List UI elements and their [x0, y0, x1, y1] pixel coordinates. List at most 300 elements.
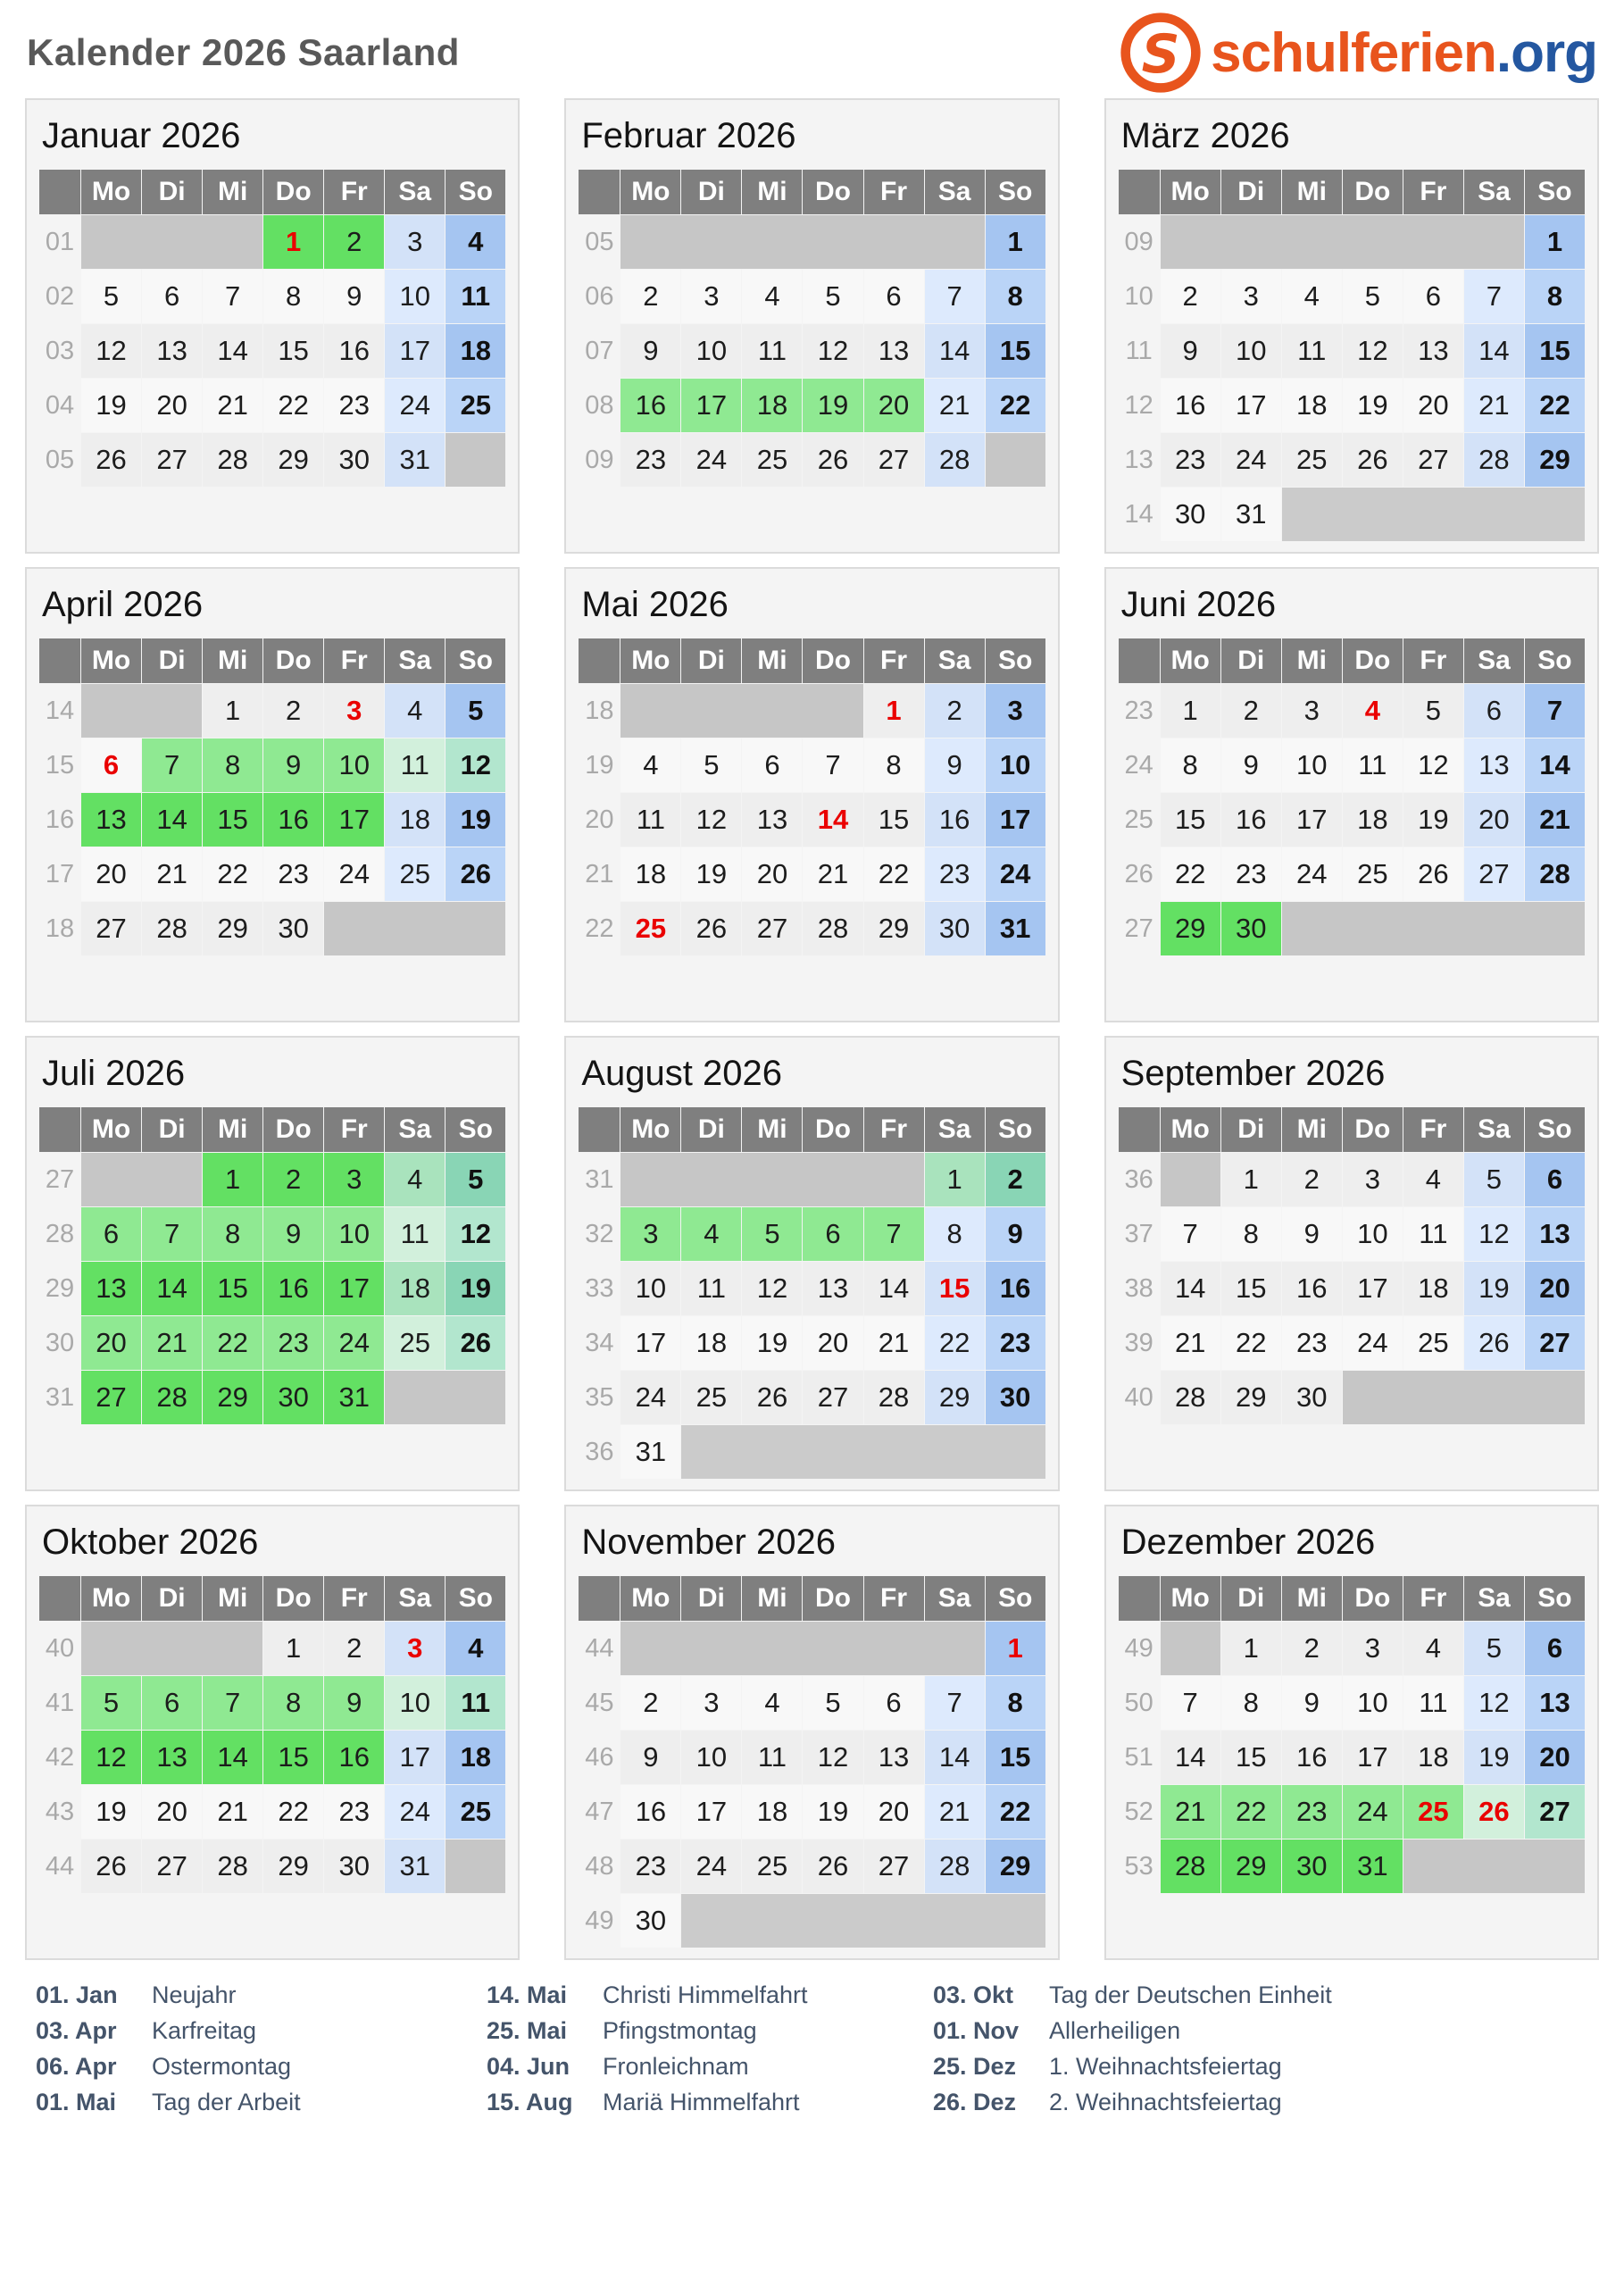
- day-cell: 7: [203, 270, 262, 323]
- day-cell: 29: [925, 1371, 985, 1424]
- day-cell: 29: [263, 433, 323, 487]
- day-cell: 3: [986, 684, 1045, 738]
- day-cell: 12: [1464, 1676, 1524, 1730]
- legend-date: 01. Jan: [36, 1981, 118, 2008]
- day-cell: 2: [1161, 270, 1220, 323]
- day-cell: 15: [986, 1731, 1045, 1784]
- legend-date: 25. Dez: [933, 2053, 1017, 2080]
- month-title: Dezember 2026: [1120, 1523, 1376, 1562]
- day-cell: 11: [385, 1207, 445, 1261]
- day-cell: 27: [864, 433, 924, 487]
- day-cell: 10: [385, 1676, 445, 1730]
- day-cell: 9: [620, 1731, 680, 1784]
- legend-date: 01. Nov: [933, 2017, 1020, 2044]
- day-cell: 18: [1343, 793, 1403, 847]
- day-cell: 30: [620, 1894, 680, 1948]
- day-cell: 12: [1464, 1207, 1524, 1261]
- day-cell: 29: [1525, 433, 1585, 487]
- empty-cell: [81, 1153, 202, 1206]
- week-number: 47: [585, 1797, 614, 1826]
- day-cell: 21: [1525, 793, 1585, 847]
- day-cell: 9: [1282, 1676, 1342, 1730]
- day-cell: 6: [742, 738, 802, 792]
- week-number: 41: [45, 1688, 75, 1717]
- day-cell: 17: [324, 793, 384, 847]
- day-cell: 25: [1403, 1785, 1463, 1839]
- day-cell: 4: [385, 684, 445, 738]
- day-cell: 1: [1161, 684, 1220, 738]
- empty-cell: [620, 215, 984, 269]
- weekday-header: Mi: [1282, 170, 1342, 214]
- empty-cell: [81, 1622, 262, 1675]
- legend-label: Fronleichnam: [603, 2053, 749, 2080]
- week-number: 39: [1124, 1328, 1153, 1357]
- day-cell: 14: [203, 324, 262, 378]
- day-cell: 7: [203, 1676, 262, 1730]
- legend-column: [933, 1980, 1597, 2123]
- weekday-header: So: [1525, 170, 1585, 214]
- day-cell: 24: [324, 847, 384, 901]
- month-title: Juli 2026: [42, 1054, 186, 1093]
- day-cell: 20: [142, 379, 202, 432]
- day-cell: 25: [681, 1371, 741, 1424]
- day-cell: 16: [263, 793, 323, 847]
- week-number: 44: [45, 1851, 75, 1881]
- weekday-header: Do: [1343, 1576, 1403, 1621]
- day-cell: 12: [803, 324, 862, 378]
- day-cell: 25: [1403, 1316, 1463, 1370]
- legend-label: Tag der Arbeit: [152, 2089, 301, 2115]
- legend-label: Allerheiligen: [1049, 2017, 1181, 2044]
- week-number: 49: [1124, 1633, 1153, 1663]
- week-number: 01: [45, 227, 75, 256]
- day-cell: 5: [446, 684, 505, 738]
- month-panel: [564, 1505, 1059, 1960]
- day-cell: 1: [986, 215, 1045, 269]
- month-panel: [25, 567, 520, 1022]
- day-cell: 11: [620, 793, 680, 847]
- day-cell: 8: [1221, 1676, 1281, 1730]
- day-cell: 1: [203, 684, 262, 738]
- week-column-header: [579, 170, 620, 214]
- day-cell: 31: [324, 1371, 384, 1424]
- week-number: 18: [45, 914, 75, 943]
- legend-item: [487, 2015, 933, 2046]
- empty-cell: [620, 684, 862, 738]
- day-cell: 30: [986, 1371, 1045, 1424]
- day-cell: 24: [681, 1840, 741, 1893]
- schulferien-logo-icon: [1118, 10, 1203, 96]
- weekday-header: Do: [803, 638, 862, 683]
- day-cell: 10: [986, 738, 1045, 792]
- weekday-header: Di: [681, 638, 741, 683]
- day-cell: 6: [142, 1676, 202, 1730]
- day-cell: 8: [925, 1207, 985, 1261]
- legend-item: [487, 2051, 933, 2082]
- day-cell: 22: [1525, 379, 1585, 432]
- empty-cell: [324, 902, 505, 955]
- day-cell: 24: [681, 433, 741, 487]
- day-cell: 14: [1161, 1262, 1220, 1315]
- empty-cell: [81, 684, 202, 738]
- day-cell: 27: [742, 902, 802, 955]
- day-cell: 18: [446, 1731, 505, 1784]
- empty-cell: [1403, 1840, 1585, 1893]
- weekday-header: Di: [142, 638, 202, 683]
- weekday-header: Mi: [203, 1107, 262, 1152]
- month-title: Juni 2026: [1120, 585, 1277, 624]
- day-cell: 14: [203, 1731, 262, 1784]
- day-cell: 3: [385, 215, 445, 269]
- day-cell: 21: [142, 847, 202, 901]
- day-cell: 18: [620, 847, 680, 901]
- day-cell: 4: [1403, 1153, 1463, 1206]
- week-column-header: [1119, 1576, 1160, 1621]
- day-cell: 20: [803, 1316, 862, 1370]
- day-cell: 29: [1161, 902, 1220, 955]
- empty-cell: [446, 433, 505, 487]
- day-cell: 5: [1464, 1622, 1524, 1675]
- day-cell: 14: [925, 1731, 985, 1784]
- empty-cell: [1282, 488, 1585, 541]
- week-number: 05: [45, 445, 75, 474]
- weekday-header: Mi: [742, 170, 802, 214]
- legend-date: 03. Apr: [36, 2017, 117, 2044]
- day-cell: 25: [1343, 847, 1403, 901]
- day-cell: 7: [142, 1207, 202, 1261]
- day-cell: 19: [681, 847, 741, 901]
- day-cell: 12: [81, 324, 141, 378]
- weekday-header: Do: [803, 1576, 862, 1621]
- weekday-header: Mo: [1161, 638, 1220, 683]
- day-cell: 16: [620, 1785, 680, 1839]
- week-number: 10: [1124, 281, 1153, 311]
- weekday-header: Do: [263, 1576, 323, 1621]
- weekday-header: Fr: [1403, 638, 1463, 683]
- day-cell: 1: [925, 1153, 985, 1206]
- day-cell: 29: [864, 902, 924, 955]
- day-cell: 19: [446, 1262, 505, 1315]
- day-cell: 3: [620, 1207, 680, 1261]
- day-cell: 9: [324, 270, 384, 323]
- empty-cell: [1282, 902, 1585, 955]
- week-number: 17: [45, 859, 75, 889]
- legend-item: [933, 1980, 1597, 2010]
- weekday-header: Fr: [1403, 1576, 1463, 1621]
- day-cell: 25: [742, 433, 802, 487]
- week-number: 50: [1124, 1688, 1153, 1717]
- day-cell: 10: [1221, 324, 1281, 378]
- day-cell: 17: [1282, 793, 1342, 847]
- day-cell: 2: [620, 1676, 680, 1730]
- day-cell: 28: [203, 433, 262, 487]
- week-number: 18: [585, 696, 614, 725]
- week-number: 09: [1124, 227, 1153, 256]
- empty-cell: [620, 1153, 923, 1206]
- weekday-header: Di: [1221, 170, 1281, 214]
- day-cell: 27: [81, 902, 141, 955]
- day-cell: 22: [1161, 847, 1220, 901]
- week-number: 43: [45, 1797, 75, 1826]
- day-cell: 30: [1221, 902, 1281, 955]
- day-cell: 15: [1525, 324, 1585, 378]
- day-cell: 8: [864, 738, 924, 792]
- day-cell: 5: [1343, 270, 1403, 323]
- week-number: 31: [585, 1164, 614, 1194]
- weekday-header: Sa: [385, 170, 445, 214]
- weekday-header: Di: [681, 1576, 741, 1621]
- week-number: 38: [1124, 1273, 1153, 1303]
- weekday-header: Mi: [742, 1576, 802, 1621]
- day-cell: 27: [142, 433, 202, 487]
- week-number: 06: [585, 281, 614, 311]
- day-cell: 15: [864, 793, 924, 847]
- week-column-header: [1119, 1107, 1160, 1152]
- day-cell: 26: [446, 1316, 505, 1370]
- day-cell: 23: [620, 433, 680, 487]
- day-cell: 23: [925, 847, 985, 901]
- day-cell: 6: [142, 270, 202, 323]
- day-cell: 23: [1161, 433, 1220, 487]
- day-cell: 8: [986, 270, 1045, 323]
- month-panel: [564, 1036, 1059, 1491]
- day-cell: 15: [1221, 1731, 1281, 1784]
- legend-label: 2. Weihnachtsfeiertag: [1049, 2089, 1282, 2115]
- weekday-header: Fr: [324, 1576, 384, 1621]
- legend-label: Christi Himmelfahrt: [603, 1981, 808, 2008]
- day-cell: 13: [1464, 738, 1524, 792]
- day-cell: 18: [385, 1262, 445, 1315]
- day-cell: 21: [1161, 1316, 1220, 1370]
- day-cell: 21: [142, 1316, 202, 1370]
- week-number: 12: [1124, 390, 1153, 420]
- day-cell: 13: [803, 1262, 862, 1315]
- week-number: 09: [585, 445, 614, 474]
- day-cell: 19: [742, 1316, 802, 1370]
- day-cell: 31: [986, 902, 1045, 955]
- legend-item: [487, 1980, 933, 2010]
- weekday-header: Mo: [620, 638, 680, 683]
- legend-date: 03. Okt: [933, 1981, 1014, 2008]
- month-panel: [564, 567, 1059, 1022]
- weekday-header: Do: [1343, 638, 1403, 683]
- day-cell: 14: [1161, 1731, 1220, 1784]
- svg-text:S: S: [1141, 24, 1180, 87]
- day-cell: 21: [803, 847, 862, 901]
- month-panel: [1104, 98, 1599, 554]
- day-cell: 22: [263, 1785, 323, 1839]
- day-cell: 10: [1343, 1676, 1403, 1730]
- day-cell: 22: [986, 379, 1045, 432]
- day-cell: 6: [1403, 270, 1463, 323]
- legend-label: Pfingstmontag: [603, 2017, 757, 2044]
- day-cell: 12: [446, 738, 505, 792]
- day-cell: 21: [203, 1785, 262, 1839]
- day-cell: 11: [1403, 1676, 1463, 1730]
- weekday-header: Di: [142, 170, 202, 214]
- empty-cell: [1161, 215, 1524, 269]
- day-cell: 18: [681, 1316, 741, 1370]
- day-cell: 18: [1403, 1262, 1463, 1315]
- day-cell: 1: [1221, 1622, 1281, 1675]
- day-cell: 10: [620, 1262, 680, 1315]
- day-cell: 29: [1221, 1840, 1281, 1893]
- day-cell: 17: [385, 1731, 445, 1784]
- legend-label: Tag der Deutschen Einheit: [1049, 1981, 1332, 2008]
- day-cell: 29: [1221, 1371, 1281, 1424]
- day-cell: 28: [803, 902, 862, 955]
- day-cell: 27: [803, 1371, 862, 1424]
- day-cell: 26: [446, 847, 505, 901]
- day-cell: 8: [986, 1676, 1045, 1730]
- weekday-header: So: [446, 1576, 505, 1621]
- day-cell: 16: [620, 379, 680, 432]
- week-number: 45: [585, 1688, 614, 1717]
- day-cell: 3: [1343, 1622, 1403, 1675]
- day-cell: 6: [81, 738, 141, 792]
- week-number: 44: [585, 1633, 614, 1663]
- day-cell: 23: [324, 379, 384, 432]
- day-cell: 9: [324, 1676, 384, 1730]
- schulferien-logo: [1118, 10, 1597, 96]
- weekday-header: So: [1525, 1107, 1585, 1152]
- day-cell: 29: [986, 1840, 1045, 1893]
- day-cell: 5: [742, 1207, 802, 1261]
- weekday-header: Sa: [925, 1576, 985, 1621]
- day-cell: 15: [263, 1731, 323, 1784]
- day-cell: 30: [1161, 488, 1220, 541]
- month-panel: [564, 98, 1059, 554]
- weekday-header: Mo: [1161, 1107, 1220, 1152]
- weekday-header: Fr: [324, 638, 384, 683]
- week-number: 19: [585, 750, 614, 780]
- day-cell: 21: [925, 1785, 985, 1839]
- day-cell: 10: [1343, 1207, 1403, 1261]
- day-cell: 16: [324, 1731, 384, 1784]
- day-cell: 25: [446, 1785, 505, 1839]
- day-cell: 31: [1343, 1840, 1403, 1893]
- week-number: 07: [585, 336, 614, 365]
- day-cell: 1: [986, 1622, 1045, 1675]
- day-cell: 26: [1464, 1316, 1524, 1370]
- day-cell: 23: [1282, 1785, 1342, 1839]
- day-cell: 23: [620, 1840, 680, 1893]
- day-cell: 22: [203, 1316, 262, 1370]
- weekday-header: Mo: [81, 638, 141, 683]
- day-cell: 6: [81, 1207, 141, 1261]
- week-number: 36: [1124, 1164, 1153, 1194]
- weekday-header: Mi: [1282, 1576, 1342, 1621]
- week-number: 26: [1124, 859, 1153, 889]
- day-cell: 9: [1282, 1207, 1342, 1261]
- day-cell: 2: [324, 215, 384, 269]
- weekday-header: Di: [1221, 638, 1281, 683]
- day-cell: 12: [742, 1262, 802, 1315]
- week-number: 02: [45, 281, 75, 311]
- holiday-legend: [0, 1960, 1624, 2123]
- day-cell: 13: [81, 793, 141, 847]
- day-cell: 28: [1525, 847, 1585, 901]
- day-cell: 31: [620, 1425, 680, 1479]
- weekday-header: So: [1525, 1576, 1585, 1621]
- month-panel: [25, 1505, 520, 1960]
- day-cell: 13: [742, 793, 802, 847]
- day-cell: 21: [203, 379, 262, 432]
- legend-label: Karfreitag: [152, 2017, 257, 2044]
- legend-column: [36, 1980, 487, 2123]
- day-cell: 28: [1161, 1840, 1220, 1893]
- day-cell: 9: [986, 1207, 1045, 1261]
- weekday-header: Sa: [1464, 1576, 1524, 1621]
- weekday-header: Mi: [742, 1107, 802, 1152]
- weekday-header: Sa: [925, 638, 985, 683]
- day-cell: 23: [1221, 847, 1281, 901]
- day-cell: 28: [142, 1371, 202, 1424]
- day-cell: 15: [203, 793, 262, 847]
- day-cell: 9: [1221, 738, 1281, 792]
- day-cell: 10: [681, 1731, 741, 1784]
- day-cell: 16: [324, 324, 384, 378]
- day-cell: 9: [620, 324, 680, 378]
- week-number: 27: [1124, 914, 1153, 943]
- week-column-header: [39, 1107, 80, 1152]
- day-cell: 25: [742, 1840, 802, 1893]
- day-cell: 2: [925, 684, 985, 738]
- day-cell: 17: [681, 1785, 741, 1839]
- day-cell: 2: [986, 1153, 1045, 1206]
- day-cell: 20: [142, 1785, 202, 1839]
- day-cell: 11: [385, 738, 445, 792]
- weekday-header: Do: [263, 170, 323, 214]
- day-cell: 26: [803, 1840, 862, 1893]
- day-cell: 13: [142, 1731, 202, 1784]
- week-number: 33: [585, 1273, 614, 1303]
- legend-date: 25. Mai: [487, 2017, 568, 2044]
- week-number: 29: [45, 1273, 75, 1303]
- day-cell: 23: [324, 1785, 384, 1839]
- day-cell: 26: [81, 1840, 141, 1893]
- day-cell: 5: [1464, 1153, 1524, 1206]
- day-cell: 19: [81, 1785, 141, 1839]
- weekday-header: Mo: [620, 1107, 680, 1152]
- day-cell: 5: [81, 1676, 141, 1730]
- day-cell: 7: [1161, 1676, 1220, 1730]
- day-cell: 8: [263, 270, 323, 323]
- day-cell: 16: [1161, 379, 1220, 432]
- day-cell: 27: [1525, 1316, 1585, 1370]
- weekday-header: Mi: [742, 638, 802, 683]
- empty-cell: [81, 215, 262, 269]
- weekday-header: Mi: [203, 170, 262, 214]
- legend-item: [36, 2087, 487, 2117]
- day-cell: 21: [864, 1316, 924, 1370]
- weekday-header: Fr: [324, 170, 384, 214]
- week-number: 14: [1124, 499, 1153, 529]
- week-number: 08: [585, 390, 614, 420]
- week-number: 16: [45, 805, 75, 834]
- day-cell: 3: [1221, 270, 1281, 323]
- day-cell: 28: [203, 1840, 262, 1893]
- logo-text-org: .org: [1495, 21, 1597, 84]
- day-cell: 20: [81, 847, 141, 901]
- day-cell: 14: [925, 324, 985, 378]
- day-cell: 14: [1525, 738, 1585, 792]
- day-cell: 16: [1282, 1731, 1342, 1784]
- day-cell: 6: [864, 270, 924, 323]
- day-cell: 14: [803, 793, 862, 847]
- day-cell: 30: [324, 433, 384, 487]
- weekday-header: Mi: [1282, 638, 1342, 683]
